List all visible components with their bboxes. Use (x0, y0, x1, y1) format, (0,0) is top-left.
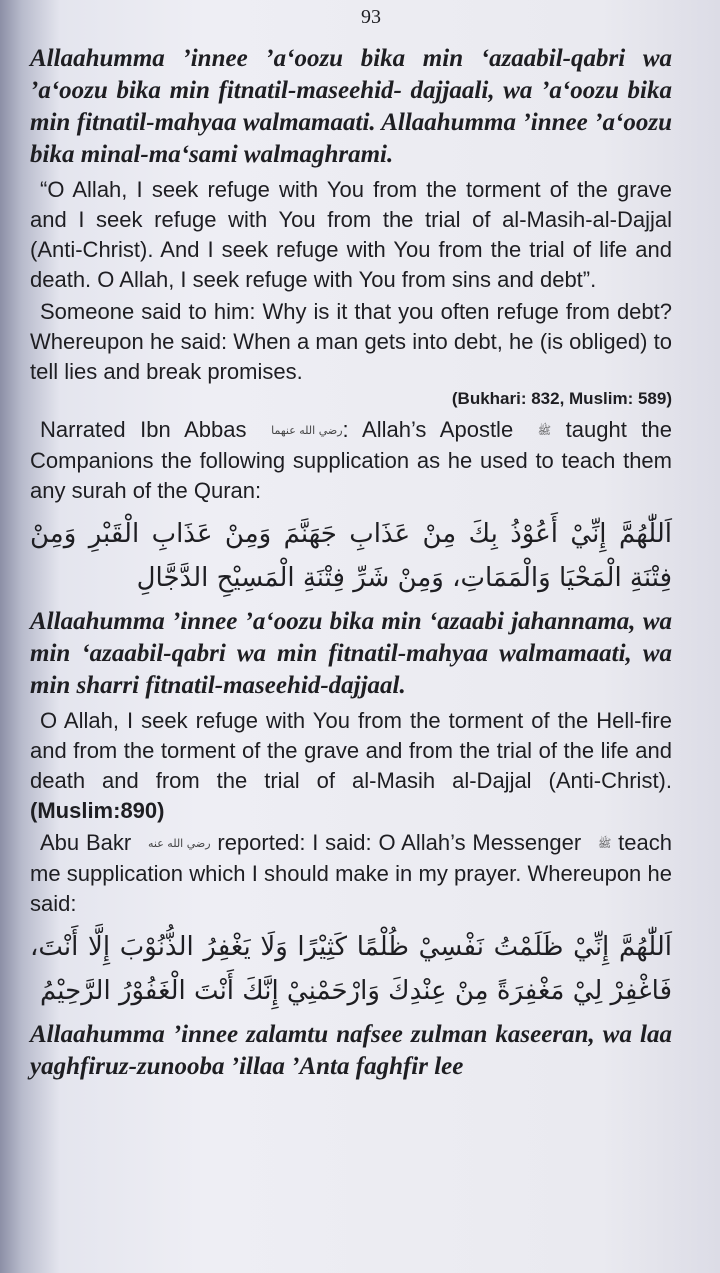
page-number: 93 (361, 6, 381, 28)
translation-1: “O Allah, I seek refuge with You from the torment of the grave and I seek refuge with You from the trial of al-Masih-al-Dajjal (Anti-Christ). And I seek refuge with You from the trial of life and death. O Allah, I seek refuge with You from sins and debt”. (30, 177, 672, 292)
reference-2: (Muslim:890) (30, 798, 165, 824)
narration-3-part-a: Abu Bakr (40, 830, 132, 856)
arabic-supplication-2: اَللّٰهُمَّ إِنِّيْ ظَلَمْتُ نَفْسِيْ ظُلْمًا كَثِيْرًا وَلَا يَغْفِرُ الذُّنُوْبَ إِلَّا أَنْتَ، فَاغْفِرْ لِيْ مَغْفِرَةً مِنْ عِنْدِكَ وَارْحَمْنِيْ إِنَّكَ أَنْتَ الْغَفُوْرُ الرَّحِيْمُ (30, 932, 672, 1007)
translation-2-text: O Allah, I seek refuge with You from the torment of the Hell-fire and from the torment of the grave and from the trial of the life and death and from the trial of al-Masih al-Dajjal (Anti-Christ). (30, 708, 672, 794)
transliteration-2: Allaahumma ’innee ’a‘oozu bika min ‘azaabi jahannama, wa min ‘azaabil-qabri wa min fitnatil-mahyaa walmamaati, wa min sharri fitnatil-maseehid-dajjaal. (30, 608, 672, 700)
narration-2-part-c: taught the Companions the following supplication as he used to teach them any surah of the Quran: (30, 417, 672, 504)
transliteration-1: Allaahumma ’innee ’a‘oozu bika min ‘azaabil-qabri wa ’a‘oozu bika min fitnatil-maseehid- dajjaali, wa ’a‘oozu bika min fitnatil-mahyaa walmamaati. Allaahumma ’innee ’a‘oozu bika minal-ma‘sami walmaghrami. (30, 45, 672, 168)
arabic-supplication-1: اَللّٰهُمَّ إِنِّيْ أَعُوْذُ بِكَ مِنْ عَذَابِ جَهَنَّمَ وَمِنْ عَذَابِ الْقَبْرِ وَمِنْ فِتْنَةِ الْمَحْيَا وَالْمَمَاتِ، وَمِنْ شَرِّ فِتْنَةِ الْمَسِيْحِ الدَّجَّالِ (30, 519, 672, 594)
narration-3-part-c: teach me supplication which I should make in my prayer. Whereupon he said: (30, 830, 672, 917)
transliteration-3: Allaahumma ’innee zalamtu nafsee zulman kaseeran, wa laa yaghfiruz-zunooba ’illaa ’Anta faghfir lee (30, 1021, 672, 1081)
honorific-salallahu-alayhi-2-icon: ﷺ (598, 837, 612, 851)
honorific-radiallahu-anhu-icon: رضي الله عنه (148, 837, 211, 851)
honorific-radiallahu-anhuma-icon: رضي الله عنهما (271, 424, 343, 438)
translation-2 (30, 706, 672, 826)
narration-1: Someone said to him: Why is it that you often refuge from debt? Whereupon he said: When a man gets into debt, he (is obliged) to tell lies and break promises. (30, 299, 672, 384)
narration-2-part-b: : Allah’s Apostle (342, 417, 514, 442)
narration-2-part-a: Narrated Ibn Abbas (40, 417, 247, 442)
narration-3 (30, 828, 672, 919)
narration-3-part-b: reported: I said: O Allah’s Messenger (217, 830, 582, 856)
honorific-salallahu-alayhi-icon: ﷺ (537, 424, 552, 438)
reference-1: (Bukhari: 832, Muslim: 589) (451, 389, 672, 408)
narration-2 (30, 415, 672, 506)
